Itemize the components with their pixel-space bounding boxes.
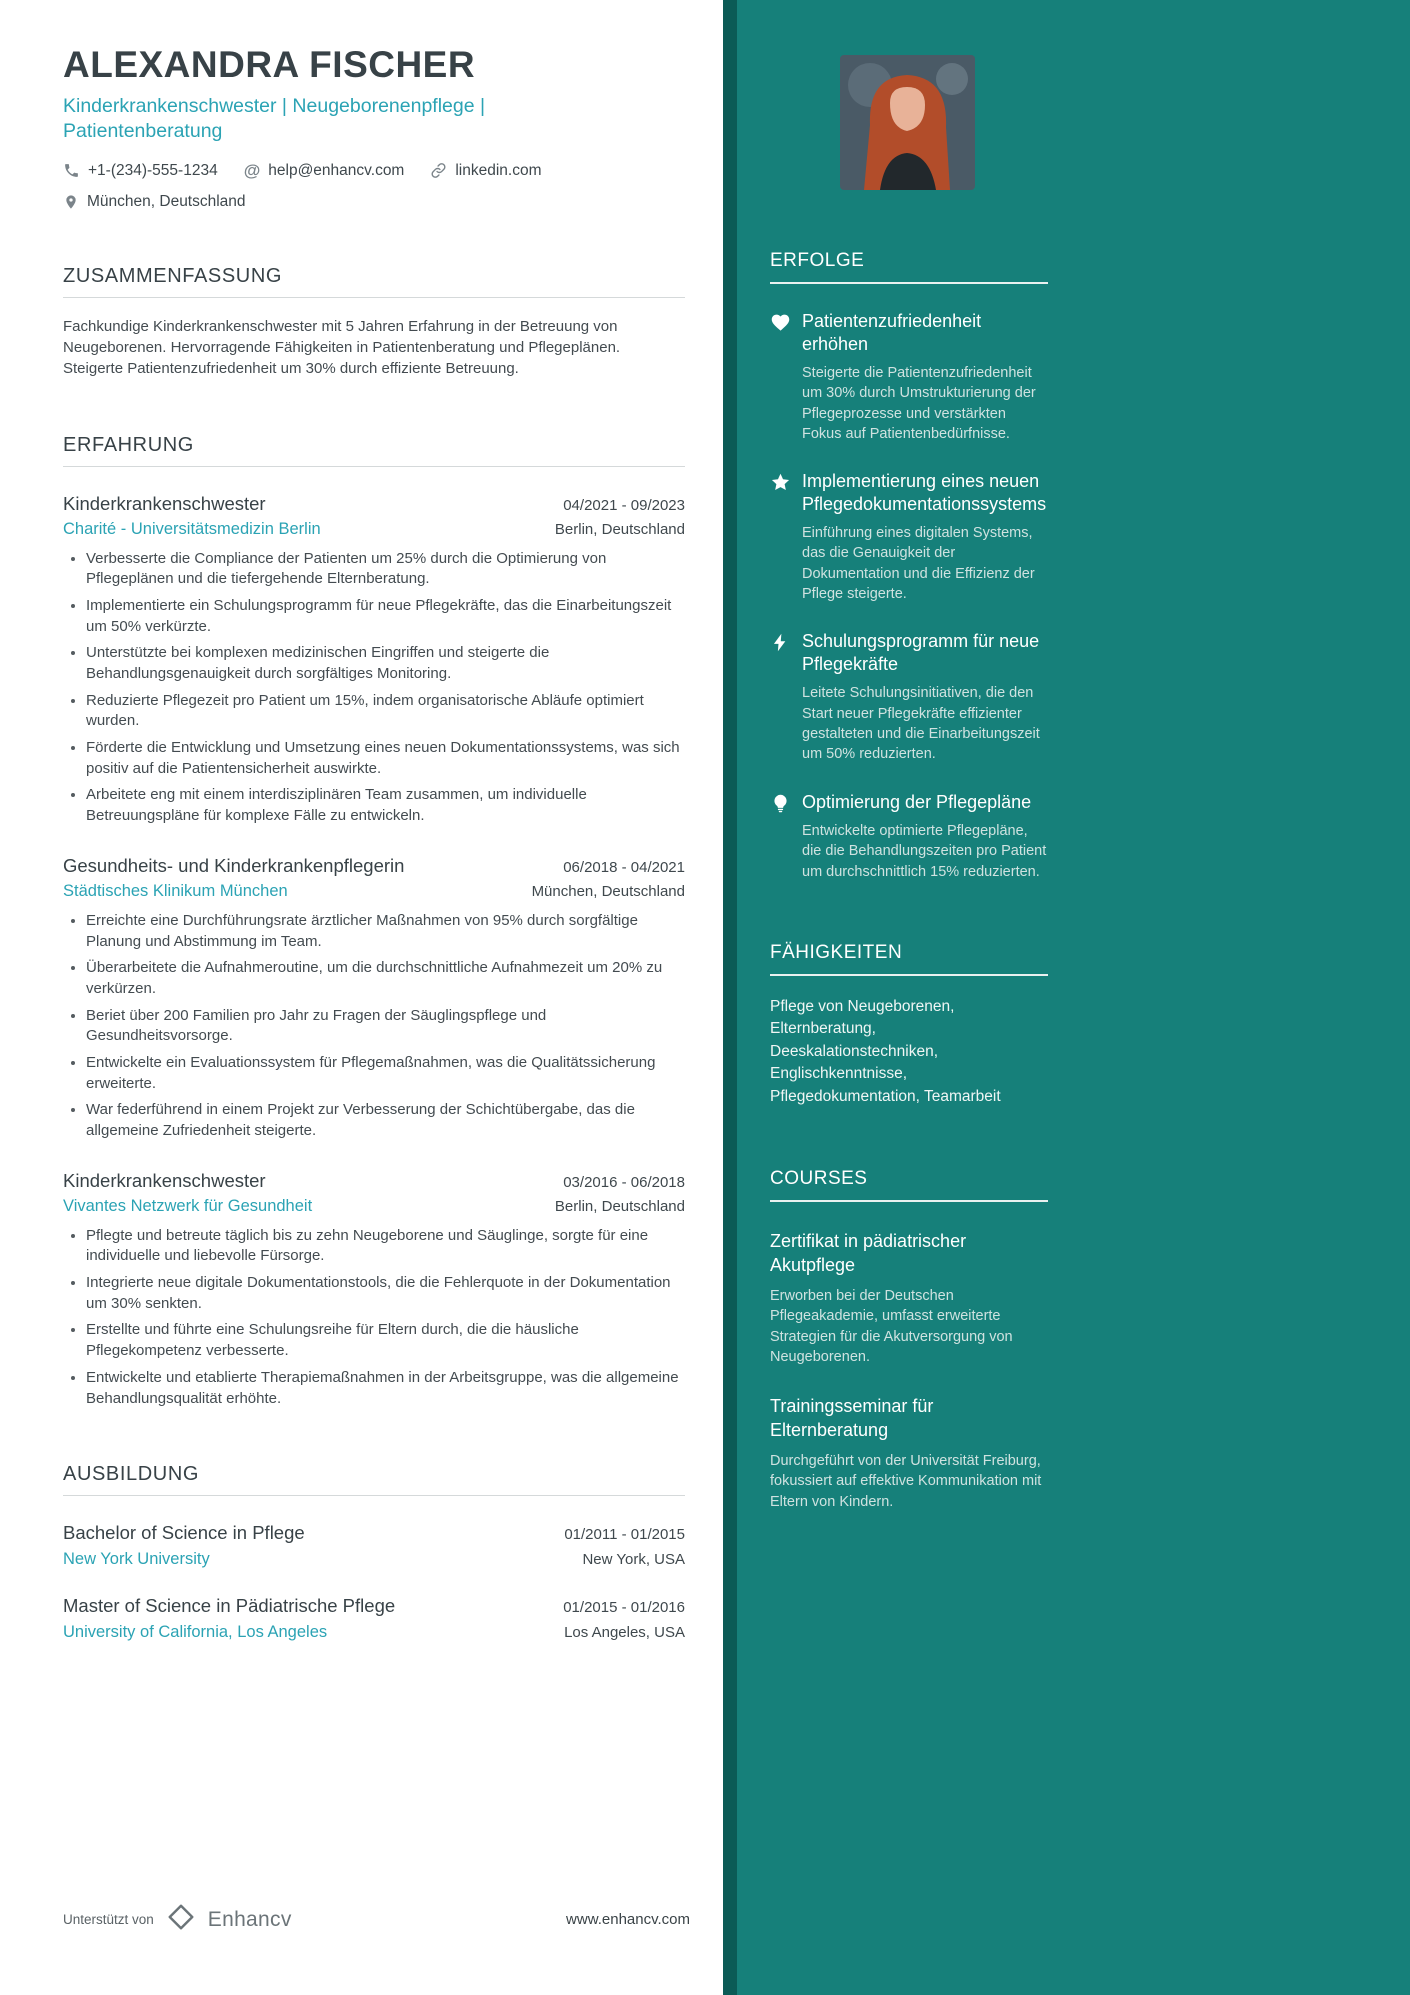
lightbulb-icon bbox=[770, 791, 802, 882]
job-company: Vivantes Netzwerk für Gesundheit bbox=[63, 1196, 313, 1215]
location-text: München, Deutschland bbox=[87, 192, 246, 210]
job-bullet: • Erreichte eine Durchführungsrate ärztlicher Maßnahmen von 95% durch sorgfältige Planung und Abstimmung im Team. bbox=[86, 911, 685, 952]
website-link[interactable]: linkedin.com bbox=[455, 161, 542, 179]
star-icon bbox=[770, 470, 802, 604]
experience-heading: ERFAHRUNG bbox=[63, 434, 685, 467]
job-bullet: • Integrierte neue digitale Dokumentationstools, die die Fehlerquote in der Dokumentation um 30% senkten. bbox=[86, 1273, 685, 1314]
school-location: New York, USA bbox=[582, 1551, 685, 1569]
job-bullet: • Erstellte und führte eine Schulungsreihe für Eltern durch, die die häusliche Pflegekompetenz verbesserte. bbox=[86, 1320, 685, 1361]
degree-title: Bachelor of Science in Pflege bbox=[63, 1522, 305, 1544]
job-bullet-list bbox=[63, 1226, 685, 1410]
job-dates: 04/2021 - 09/2023 bbox=[563, 496, 685, 514]
job-bullet: • War federführend in einem Projekt zur Verbesserung der Schichtübergabe, das die allgemeine Zufriedenheit steigerte. bbox=[86, 1100, 685, 1141]
heart-icon bbox=[770, 310, 802, 444]
achievements-section bbox=[770, 250, 1048, 882]
course-title: Zertifikat in pädiatrischer Akutpflege bbox=[770, 1231, 967, 1275]
job-entry bbox=[63, 855, 685, 1142]
phone-number: +1-(234)-555-1234 bbox=[88, 161, 218, 179]
achievement-title: Optimierung der Pflegepläne bbox=[802, 791, 1032, 812]
enhancv-logo-icon bbox=[166, 1902, 196, 1937]
achievement-text: Steigerte die Patientenzufriedenheit um 30% durch Umstrukturierung der Pflegeprozesse und verstärkten Fokus auf Patientenbedürfnisse. bbox=[802, 365, 1036, 442]
job-title: Kinderkrankenschwester bbox=[63, 1169, 266, 1191]
course-text: Erworben bei der Deutschen Pflegeakademie, umfasst erweiterte Strategien für die Akutversorgung von Neugeborenen. bbox=[770, 1288, 1013, 1365]
candidate-headline: Kinderkrankenschwester | Neugeborenenpflege | Patientenberatung bbox=[63, 95, 486, 143]
course-title: Trainingsseminar für Elternberatung bbox=[770, 1396, 934, 1440]
candidate-name: ALEXANDRA FISCHER bbox=[63, 44, 476, 85]
location-row bbox=[63, 193, 685, 211]
achievement-item bbox=[770, 630, 1048, 764]
sidebar bbox=[723, 0, 1410, 1995]
job-company: Städtisches Klinikum München bbox=[63, 881, 288, 900]
education-entry bbox=[63, 1595, 685, 1642]
achievement-text: Einführung eines digitalen Systems, das die Genauigkeit der Dokumentation und die Effizienz der Pflege steigerte. bbox=[802, 525, 1035, 603]
achievement-text: Entwickelte optimierte Pflegepläne, die die Behandlungszeiten pro Patient um durchschnittlich 15% reduzierten. bbox=[802, 823, 1047, 880]
job-dates: 03/2016 - 06/2018 bbox=[563, 1173, 685, 1191]
contact-row bbox=[63, 161, 685, 181]
job-bullet: • Pflegte und betreute täglich bis zu zehn Neugeborene und Säuglinge, sorgte für eine individuelle und liebevolle Fürsorge. bbox=[86, 1226, 685, 1267]
job-company: Charité - Universitätsmedizin Berlin bbox=[63, 519, 321, 538]
powered-by-label: Unterstützt von bbox=[63, 1912, 154, 1927]
location-item bbox=[63, 193, 246, 211]
achievement-text: Leitete Schulungsinitiativen, die den Start neuer Pflegekräfte effizienter gestalteten und die Einarbeitungszeit um 50% reduzierten. bbox=[802, 685, 1040, 763]
course-item bbox=[770, 1395, 1048, 1512]
job-bullet: • Überarbeitete die Aufnahmeroutine, um die durchschnittliche Aufnahmezeit um 20% zu verkürzen. bbox=[86, 958, 685, 999]
job-bullet: • Entwickelte ein Evaluationssystem für Pflegemaßnahmen, was die Qualitätssicherung erweiterte. bbox=[86, 1053, 685, 1094]
job-location: Berlin, Deutschland bbox=[554, 1197, 685, 1215]
education-entry bbox=[63, 1522, 685, 1569]
website-item[interactable] bbox=[430, 162, 541, 180]
achievement-title: Patientenzufriedenheit erhöhen bbox=[802, 311, 982, 354]
summary-text: Fachkundige Kinderkrankenschwester mit 5 Jahren Erfahrung in der Betreuung von Neugeborenen. Hervorragende Fähigkeiten in Patientenberatung und Pflegeplänen. Steigerte Patientenzufriedenheit um 30% durch effiziente Betreuung. bbox=[63, 317, 621, 378]
job-bullet: • Förderte die Entwicklung und Umsetzung eines neuen Dokumentationssystems, was sich positiv auf die Patientensicherheit auswirkte. bbox=[86, 738, 685, 779]
degree-dates: 01/2015 - 01/2016 bbox=[563, 1599, 685, 1617]
skills-heading: FÄHIGKEITEN bbox=[770, 942, 1048, 976]
achievements-heading: ERFOLGE bbox=[770, 250, 1048, 284]
school-name: New York University bbox=[63, 1550, 210, 1569]
achievement-title: Implementierung eines neuen Pflegedokumentationssystems bbox=[802, 471, 1047, 514]
sidebar-content bbox=[770, 55, 1048, 1512]
job-entry bbox=[63, 1170, 685, 1410]
education-heading: AUSBILDUNG bbox=[63, 1463, 685, 1496]
brand-name: Enhancv bbox=[207, 1907, 292, 1931]
job-bullet: • Verbesserte die Compliance der Patienten um 25% durch die Optimierung von Pflegeplänen und die tiefergehende Elternberatung. bbox=[86, 549, 685, 590]
job-bullet-list bbox=[63, 911, 685, 1142]
job-bullet: • Unterstützte bei komplexen medizinischen Eingriffen und steigerte die Behandlungsgenauigkeit durch sorgfältiges Monitoring. bbox=[86, 643, 685, 684]
job-bullet: • Arbeitete eng mit einem interdisziplinären Team zusammen, um individuelle Betreuungspläne für komplexe Fälle zu entwickeln. bbox=[86, 785, 685, 826]
achievement-item bbox=[770, 310, 1048, 444]
achievement-item bbox=[770, 791, 1048, 882]
phone-item bbox=[63, 162, 218, 180]
job-bullet-list bbox=[63, 549, 685, 827]
job-title: Gesundheits- und Kinderkrankenpflegerin bbox=[63, 854, 405, 876]
link-icon bbox=[430, 162, 447, 179]
job-location: Berlin, Deutschland bbox=[554, 520, 685, 538]
job-title: Kinderkrankenschwester bbox=[63, 492, 266, 514]
summary-section bbox=[63, 265, 685, 380]
job-bullet: • Reduzierte Pflegezeit pro Patient um 15%, indem organisatorische Abläufe optimiert wurden. bbox=[86, 691, 685, 732]
job-dates: 06/2018 - 04/2021 bbox=[563, 858, 685, 876]
course-text: Durchgeführt von der Universität Freiburg, fokussiert auf effektive Kommunikation mit Eltern von Kindern. bbox=[770, 1453, 1042, 1510]
job-location: München, Deutschland bbox=[531, 882, 685, 900]
skills-text: Pflege von Neugeborenen, Elternberatung, Deeskalationstechniken, Englischkenntnisse, Pflegedokumentation, Teamarbeit bbox=[770, 997, 1001, 1105]
skills-section bbox=[770, 942, 1048, 1108]
job-bullet: • Entwickelte und etablierte Therapiemaßnahmen in der Arbeitsgruppe, was die allgemeine Behandlungsqualität erhöhte. bbox=[86, 1368, 685, 1409]
degree-dates: 01/2011 - 01/2015 bbox=[564, 1526, 685, 1544]
email-item[interactable] bbox=[244, 161, 405, 181]
phone-icon bbox=[63, 162, 80, 179]
bolt-icon bbox=[770, 630, 802, 764]
at-icon: @ bbox=[243, 160, 261, 180]
footer bbox=[63, 1902, 690, 1937]
profile-photo bbox=[840, 55, 975, 190]
job-bullet: • Beriet über 200 Familien pro Jahr zu Fragen der Säuglingspflege und Gesundheitsvorsorge. bbox=[86, 1006, 685, 1047]
job-bullet: • Implementierte ein Schulungsprogramm für neue Pflegekräfte, das die Einarbeitungszeit um 50% verkürzte. bbox=[86, 596, 685, 637]
degree-title: Master of Science in Pädiatrische Pflege bbox=[63, 1595, 396, 1617]
school-name: University of California, Los Angeles bbox=[63, 1623, 328, 1642]
location-pin-icon bbox=[63, 193, 79, 211]
education-section bbox=[63, 1463, 685, 1642]
courses-heading: COURSES bbox=[770, 1168, 1048, 1202]
experience-section bbox=[63, 434, 685, 1410]
email-link[interactable]: help@enhancv.com bbox=[268, 161, 405, 179]
summary-heading: ZUSAMMENFASSUNG bbox=[63, 265, 685, 298]
achievement-title: Schulungsprogramm für neue Pflegekräfte bbox=[802, 631, 1040, 674]
courses-section bbox=[770, 1168, 1048, 1512]
achievement-item bbox=[770, 470, 1048, 604]
job-entry bbox=[63, 493, 685, 827]
footer-brand-group bbox=[63, 1902, 292, 1937]
school-location: Los Angeles, USA bbox=[564, 1624, 685, 1642]
footer-website-link[interactable]: www.enhancv.com bbox=[566, 1911, 690, 1928]
course-item bbox=[770, 1230, 1048, 1367]
